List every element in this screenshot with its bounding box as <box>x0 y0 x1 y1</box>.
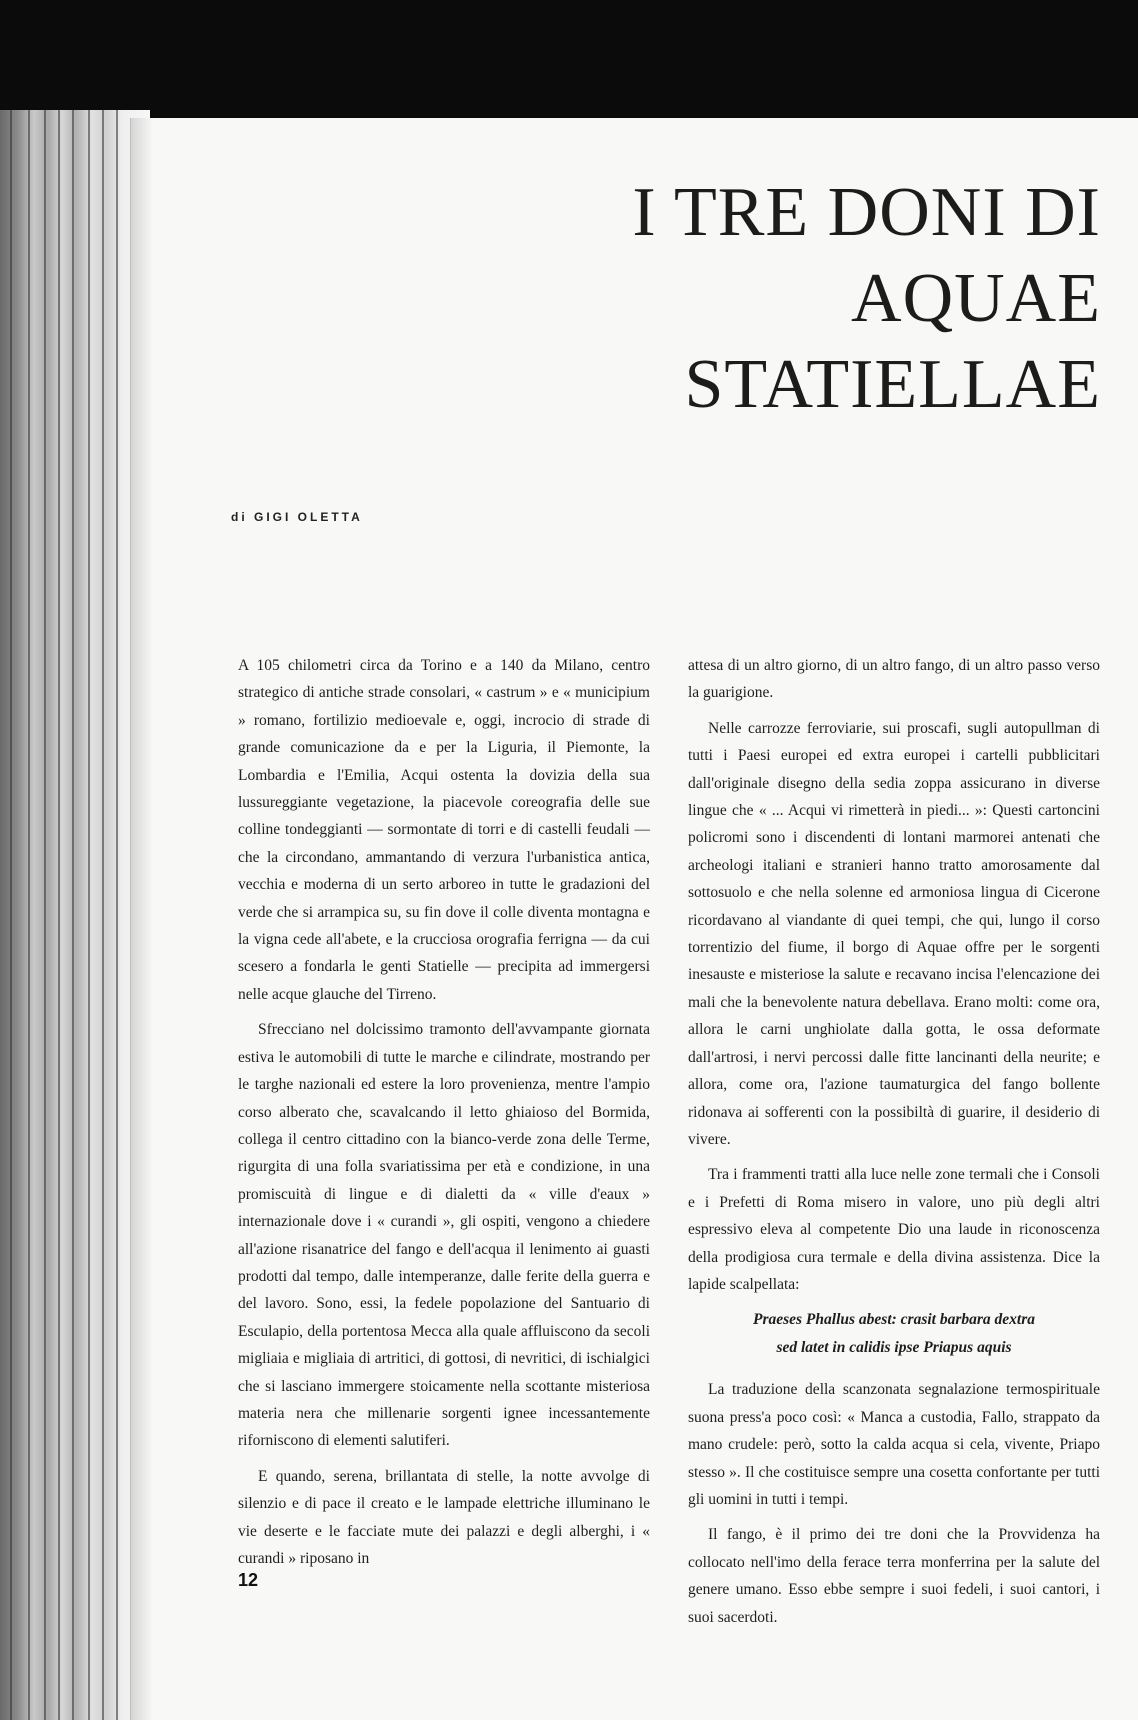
paragraph: Sfrecciano nel dolcissimo tramonto dell'avvampante giornata estiva le automobili di tutte le marche e cilindrate, mostrando per le targhe nazionali ed estere la loro provenienza, mentre l'ampio corso alberato che, scavalcando il letto ghiaioso del Bormida, collega il centro cittadino con la bianco-verde zona delle Terme, rigurgita di una folla svariatissima per età e condizione, in una promiscuità di lingue e di dialetti da « ville d'eaux » internazionale dove i « curandi », gli ospiti, vengono a chiedere all'azione risanatrice del fango e dell'acqua il lenimento ai guasti prodotti dal tempo, dalle intemperanze, dalle ferite della guerra e del lavoro. Sono, essi, la fedele popolazione del Santuario di Esculapio, della portentosa Mecca alla quale affluiscono da secoli migliaia e migliaia di artritici, di gottosi, di nevritici, di ischialgici che si lasciano immergere stoicamente nella scottante misteriosa materia nera che millenarie sorgenti ignee incessantemente riforniscono di elementi salutiferi. <box>238 1021 650 1450</box>
byline: di GIGI OLETTA <box>231 510 363 524</box>
paragraph: Il fango, è il primo dei tre doni che la Provvidenza ha collocato nell'imo della ferace terra monferrina per la salute del genere umano. Esso ebbe sempre i suoi fedeli, i suoi cantori, i suoi sacerdoti. <box>688 1526 1100 1626</box>
page-number: 12 <box>238 1570 259 1590</box>
title-line-2: AQUAE STATIELLAE <box>684 260 1101 423</box>
page-stack-edges <box>0 110 150 1720</box>
paragraph: A 105 chilometri circa da Torino e a 140 da Milano, centro strategico di antiche strade consolari, « castrum » e « municipium » romano, fortilizio medioevale e, oggi, incrocio di strade di grande comunicazione da e per la Liguria, il Piemonte, la Lombardia e l'Emilia, Acqui ostenta la dovizia della sua lussureggiante vegetazione, la piacevole coreografia delle sue colline tondeggianti — sormontate di torri e di castelli feudali — che la circondano, ammantando di verzura l'urbanistica antica, vecchia e moderna di un serto arboreo in tutte le gradazioni del verde che si arrampica su, su fin dove il colle diventa montagna e la vigna cede all'abete, e la crucciosa orografia ferrigna — da cui scesero a fondarla le genti Statielle — precipita ad immergersi nelle acque glauche del Tirreno. <box>238 657 650 1003</box>
scan-border-top <box>0 0 1138 124</box>
latin-inscription-quote <box>688 1306 1100 1362</box>
paragraph: attesa di un altro giorno, di un altro fango, di un altro passo verso la guarigione. <box>688 657 1100 702</box>
article-title <box>461 170 1101 428</box>
magazine-page <box>130 118 1138 1720</box>
title-line-1: I TRE DONI DI <box>632 174 1101 251</box>
paragraph: Tra i frammenti tratti alla luce nelle zone termali che i Consoli e i Prefetti di Roma misero in valore, uno più degli altri espressivo eleva al competente Dio una laude in riconoscenza della prodigiosa cura termale e della divina assistenza. Dice la lapide scalpellata: <box>688 1166 1100 1293</box>
quote-line-1: Praeses Phallus abest: crasit barbara dextra <box>752 1311 1036 1329</box>
quote-line-2: sed latet in calidis ipse Priapus aquis <box>776 1339 1012 1357</box>
paragraph: La traduzione della scanzonata segnalazione termospirituale suona press'a poco così: « Manca a custodia, Fallo, strappato da mano crudele: però, sotto la calda acqua si cela, vivente, Priapo stesso ». Il che costituisce sempre una cosetta confortante per tutti gli uomini in tutti i tempi. <box>688 1381 1100 1508</box>
right-column <box>688 652 1100 1639</box>
paragraph: Nelle carrozze ferroviarie, sui proscafi, sugli autopullman di tutti i Paesi europei ed extra europei i cartelli pubblicitari dall'originale disegno della sedia zoppa assicurano in diverse lingue che « ... Acqui vi rimetterà in piedi... »: Questi cartoncini policromi sono i discendenti di lontani marmorei antenati che archeologi italiani e stranieri hanno tratto amorosamente dal sottosuolo e che nella solenne ed armoniosa lingua di Cicerone ricordavano al viandante di quei tempi, che qui, lungo il corso torrentizio del fiume, il borgo di Aquae offre per le sorgenti inesauste e misteriose la salute e recavano incisa l'elencazione dei mali che la benevolente natura debellava. Erano molti: come ora, allora le carni unghiolate dalla gotta, le ossa deformate dall'artrosi, i nervi percossi dalle fitte lancinanti della neurite; e allora, come ora, l'azione taumaturgica del fango bollente ridonava ai sofferenti con la possibiltà di guarire, il desiderio di vivere. <box>688 719 1100 1148</box>
page-spine-shadow <box>131 118 153 1720</box>
paragraph: E quando, serena, brillantata di stelle, la notte avvolge di silenzio e di pace il creato e le lampade elettriche illuminano le vie deserte e le facciate mute dei palazzi e degli alberghi, i « curandi » riposano in <box>238 1467 650 1567</box>
left-column <box>238 652 650 1580</box>
